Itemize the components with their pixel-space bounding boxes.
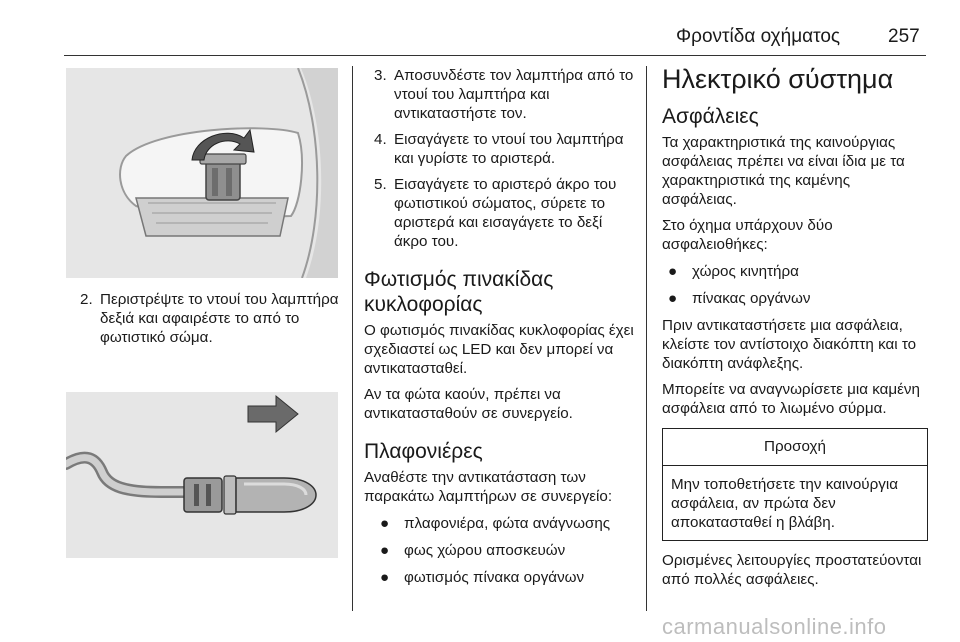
step-number: 5. — [374, 176, 387, 193]
step-item — [374, 175, 636, 251]
list-item-text: φωτισμός πίνακα οργάνων — [404, 569, 585, 586]
paragraph: Στο όχημα υπάρχουν δύο ασφαλειοθήκες: — [662, 217, 833, 253]
paragraph: Τα χαρακτηριστικά της καινούργιας ασφάλειας πρέπει να είναι ίδια με τα χαρακτηριστικά της καμένης ασφάλειας. — [662, 134, 905, 208]
step-item — [80, 290, 342, 347]
bullet-icon: ● — [668, 263, 678, 280]
paragraph: Πριν αντικαταστήσετε μια ασφάλεια, κλείστε τον αντίστοιχο διακόπτη και το διακόπτη ανάφλεξης. — [662, 317, 917, 372]
paragraph: Αν τα φώτα καούν, πρέπει να αντικατασταθούν σε συνεργείο. — [364, 386, 573, 422]
list-item-text: χώρος κινητήρα — [692, 263, 799, 280]
list-item — [662, 262, 928, 281]
page-header — [0, 0, 960, 60]
section-heading-ceiling-lights: Πλαφονιέρες — [364, 440, 483, 463]
paragraph: Ο φωτισμός πινακίδας κυκλοφορίας έχει σχεδιαστεί ως LED και δεν μπορεί να αντικατασταθεί. — [364, 322, 634, 377]
header-rule — [64, 55, 926, 56]
watermark: carmanualsonline.info — [662, 614, 887, 639]
step-text: Εισαγάγετε το αριστερό άκρο του φωτιστικού σώματος, σύρετε το αριστερά και εισαγάγετε το δεξί άκρο του. — [394, 176, 617, 250]
subsection-heading-fuses: Ασφάλειες — [662, 105, 759, 128]
side-marker-illustration — [66, 68, 338, 278]
list-item-text: πλαφονιέρα, φώτα ανάγνωσης — [404, 515, 611, 532]
right-column — [662, 64, 928, 596]
section-heading-plate-lighting: Φωτισμός πινακίδας κυκλοφορίας — [364, 268, 554, 316]
list-item-text: πίνακας οργάνων — [692, 290, 811, 307]
list-item — [662, 289, 928, 308]
bullet-icon: ● — [380, 542, 390, 559]
step-text: Εισαγάγετε το ντουί του λαμπτήρα και γυρίστε το αριστερά. — [394, 131, 624, 167]
bullet-icon: ● — [668, 290, 678, 307]
list-item — [374, 541, 636, 560]
column-divider — [646, 66, 647, 611]
step-number: 3. — [374, 67, 387, 84]
chapter-title: Φροντίδα οχήματος — [676, 26, 841, 47]
paragraph: Μπορείτε να αναγνωρίσετε μια καμένη ασφάλεια από το λιωμένο σύρμα. — [662, 381, 920, 417]
section-heading-electrical-system: Ηλεκτρικό σύστημα — [662, 64, 894, 94]
page-number: 257 — [888, 26, 920, 47]
list-item-text: φως χώρου αποσκευών — [404, 542, 566, 559]
step-item — [374, 130, 636, 168]
step-text: Αποσυνδέστε τον λαμπτήρα από το ντουί του λαμπτήρα και αντικαταστήστε τον. — [394, 67, 634, 122]
step-number: 2. — [80, 291, 93, 308]
caution-text: Μην τοποθετήσετε την καινούργια ασφάλεια, αν πρώτα δεν αποκατασταθεί η βλάβη. — [671, 476, 898, 531]
bullet-icon: ● — [380, 515, 390, 532]
step-number: 4. — [374, 131, 387, 148]
paragraph: Ορισμένες λειτουργίες προστατεύονται από πολλές ασφάλειες. — [662, 552, 922, 588]
paragraph: Αναθέστε την αντικατάσταση των παρακάτω λαμπτήρων σε συνεργείο: — [364, 469, 613, 505]
left-column — [80, 290, 342, 354]
list-item — [374, 514, 636, 533]
middle-column — [364, 66, 636, 595]
step-text: Περιστρέψτε το ντουί του λαμπτήρα δεξιά και αφαιρέστε το από το φωτιστικό σώμα. — [100, 291, 339, 346]
caution-box — [662, 428, 928, 541]
list-item — [374, 568, 636, 587]
caution-title: Προσοχή — [663, 429, 927, 466]
bullet-icon: ● — [380, 569, 390, 586]
bulb-removal-illustration — [66, 392, 338, 558]
column-divider — [352, 66, 353, 611]
step-item — [374, 66, 636, 123]
